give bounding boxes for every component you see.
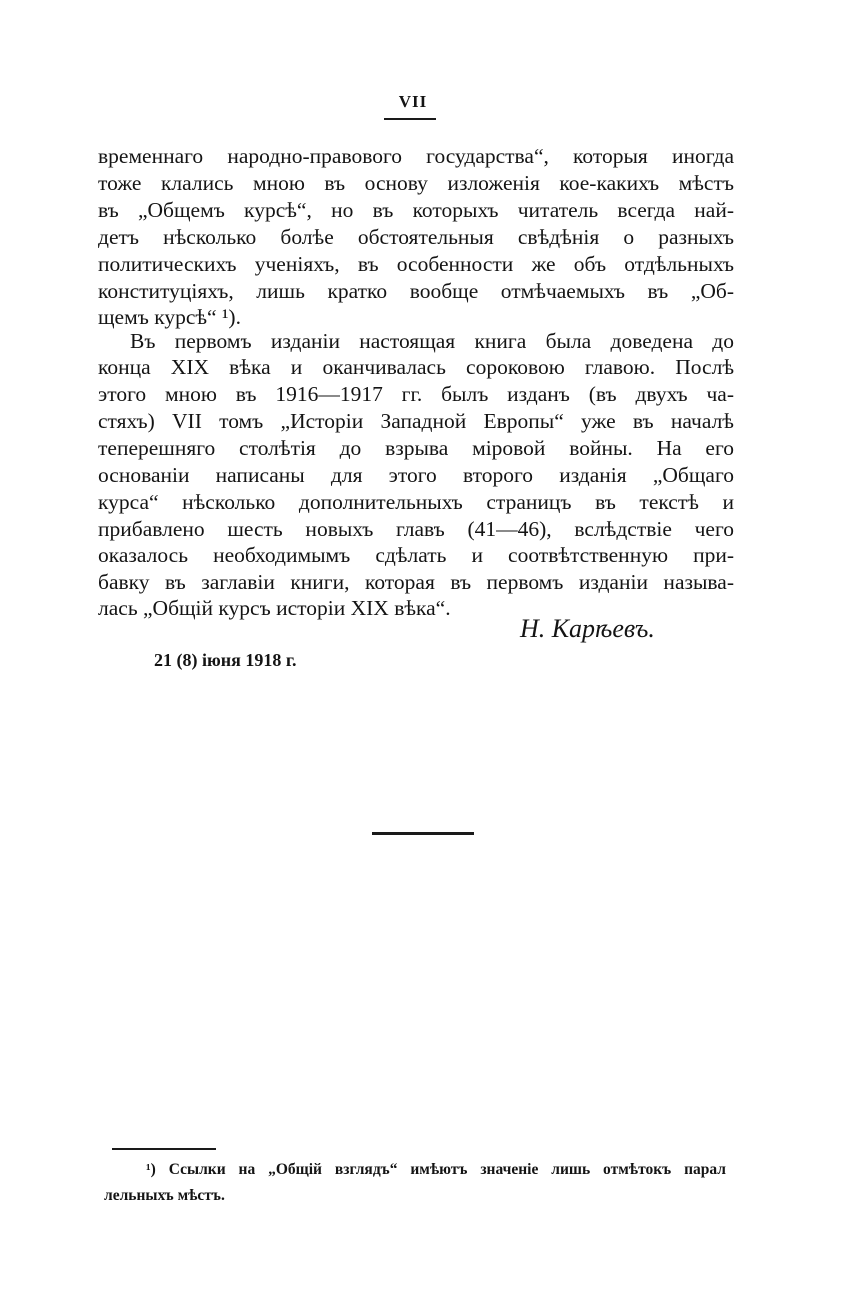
text-line: оказалось необходимымъ сдѣлать и соотвѣтственную при- — [98, 543, 734, 567]
text-line: основаніи написаны для этого второго изданія „Общаго — [98, 463, 734, 487]
text-line: курса“ нѣсколько дополнительныхъ страницъ въ текстѣ и — [98, 490, 734, 514]
text-line: въ „Общемъ курсѣ“, но въ которыхъ читатель всегда най- — [98, 198, 734, 222]
text-line: стяхъ) VII томъ „Исторіи Западной Европы“ уже въ началѣ — [98, 409, 734, 433]
footnote-line: ¹) Ссылки на „Общій взглядъ“ имѣютъ значеніе лишь отмѣтокъ парал — [146, 1161, 726, 1178]
text-line: прибавлено шесть новыхъ главъ (41—46), вслѣдствіе чего — [98, 517, 734, 541]
text-line: временнаго народно-правового государства“, которыя иногда — [98, 144, 734, 168]
text-line: теперешняго столѣтія до взрыва міровой войны. На его — [98, 436, 734, 460]
text-line: Въ первомъ изданіи настоящая книга была доведена до — [130, 329, 734, 353]
text-line: политическихъ ученіяхъ, въ особенности же объ отдѣльныхъ — [98, 252, 734, 276]
text-line: бавку въ заглавіи книги, которая въ первомъ изданіи называ- — [98, 570, 734, 594]
text-line: конца XIX вѣка и оканчивалась сороковою главою. Послѣ — [98, 355, 734, 379]
footnote-separator — [112, 1148, 216, 1150]
preface-date: 21 (8) іюня 1918 г. — [154, 650, 297, 670]
section-end-rule — [372, 832, 474, 835]
text-line: этого мною въ 1916—1917 гг. былъ изданъ (въ двухъ ча- — [98, 382, 734, 406]
footnote-line: лельныхъ мѣстъ. — [104, 1187, 225, 1204]
page-number-underline — [384, 118, 436, 120]
text-line: щемъ курсѣ“ ¹). — [98, 305, 241, 329]
text-line: лась „Общій курсъ исторіи XIX вѣка“. — [98, 596, 451, 620]
page-number: VII — [398, 92, 428, 111]
author-signature: Н. Карѣевъ. — [520, 614, 655, 643]
text-line: тоже клались мною въ основу изложенія кое-какихъ мѣстъ — [98, 171, 734, 195]
text-line: конституціяхъ, лишь кратко вообще отмѣчаемыхъ въ „Об- — [98, 279, 734, 303]
text-line: детъ нѣсколько болѣе обстоятельныя свѣдѣнія о разныхъ — [98, 225, 734, 249]
